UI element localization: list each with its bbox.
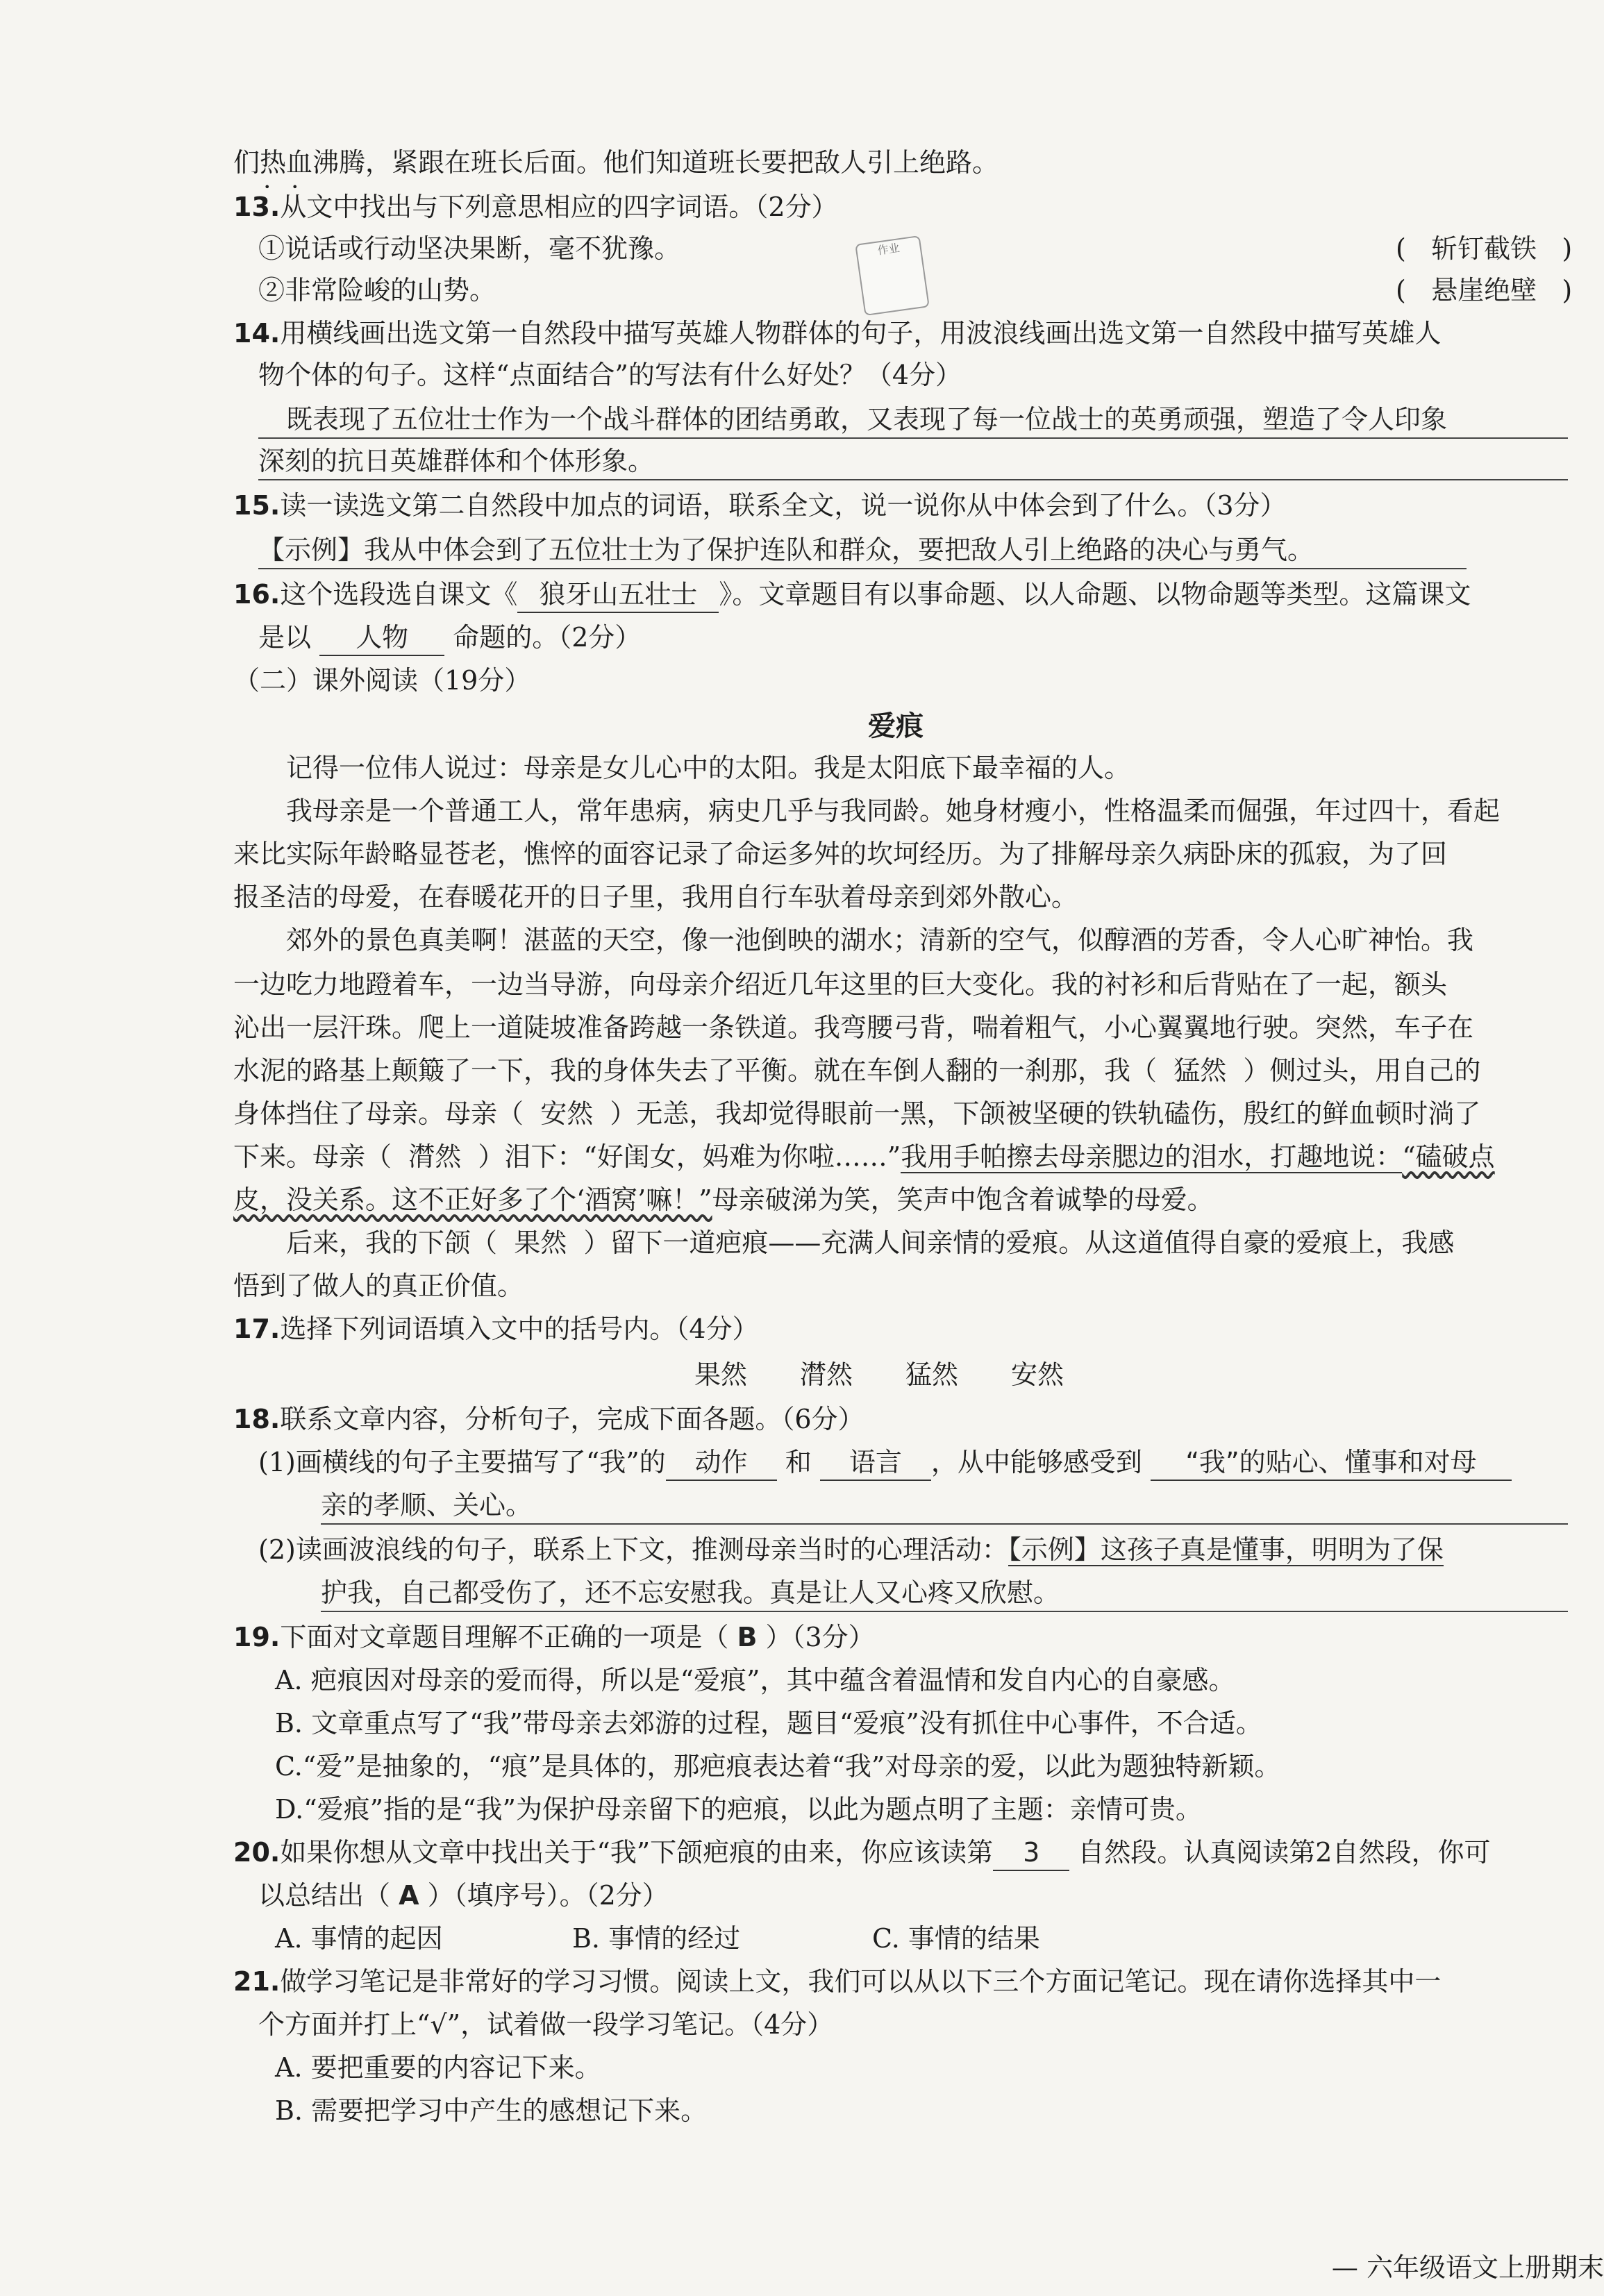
passage-line: 悟到了做人的真正价值。 (233, 1271, 524, 1301)
q20-option-c: C. 事情的结果 (872, 1923, 1040, 1954)
q19-option-c: C.“爱”是抽象的，“痕”是具体的，那疤痕表达着“我”对母亲的爱，以此为题独特新颖。 (275, 1751, 1281, 1782)
q18-sub-1: (1)画横线的句子主要描写了“我”的 动作 和 语言 ，从中能够感受到 “我”的贴心、懂事和对母 (258, 1443, 1512, 1482)
passage-paragraph-3: 郊外的景色真美啊！湛蓝的天空，像一池倒映的湖水；清新的空气，似醇酒的芳香，令人心旷神怡。我 (286, 925, 1474, 955)
emphasis-dots: • • (264, 181, 299, 194)
passage-continuation: 们热血沸腾，紧跟在班长后面。他们知道班长要把敌人引上绝路。 (233, 147, 999, 178)
answer-rule (258, 437, 1568, 439)
passage-line: 一边吃力地蹬着车，一边当导游，向母亲介绍近几年这里的巨大变化。我的衬衫和后背贴在了一起，额头 (233, 969, 1448, 1000)
answer-rule (258, 479, 1568, 480)
question-21: 21.做学习笔记是非常好的学习习惯。阅读上文，我们可以从以下三个方面记笔记。现在请你选择其中一 (233, 1966, 1442, 1997)
question-14-cont: 物个体的句子。这样“点面结合”的写法有什么好处？（4分） (258, 360, 962, 390)
passage-line: 身体挡住了母亲。母亲（ 安然 ）无恙，我却觉得眼前一黑，下颌被坚硬的铁轨磕伤，殷红的鲜血顿时淌了 (233, 1098, 1481, 1129)
q13-answer-2: ( 悬崖绝壁 ) (1396, 275, 1573, 305)
q20-option-b: B. 事情的经过 (572, 1923, 741, 1954)
question-18: 18.联系文章内容，分析句子，完成下面各题。（6分） (233, 1404, 864, 1434)
q20-option-a: A. 事情的起因 (275, 1923, 443, 1954)
question-13: 13.从文中找出与下列意思相应的四字词语。（2分） (233, 192, 838, 222)
question-16: 16.这个选段选自课文《 狼牙山五壮士 》。文章题目有以事命题、以人命题、以物命题等类型。这篇课文 (233, 575, 1471, 614)
question-15: 15.读一读选文第二自然段中加点的词语，联系全文，说一说你从中体会到了什么。（3分） (233, 490, 1287, 521)
q14-answer-line-2: 深刻的抗日英雄群体和个体形象。 (258, 446, 655, 476)
passage-line: 来比实际年龄略显苍老，憔悴的面容记录了命运多舛的坎坷经历。为了排解母亲久病卧床的孤寂，为了回 (233, 839, 1448, 869)
q13-answer-1: ( 斩钉截铁 ) (1396, 233, 1573, 264)
passage-line: 沁出一层汗珠。爬上一道陡坡准备跨越一条铁道。我弯腰弓背，喘着粗气，小心翼翼地行驶。突然，车子在 (233, 1012, 1474, 1043)
passage-paragraph-1: 记得一位伟人说过：母亲是女儿心中的太阳。我是太阳底下最幸福的人。 (286, 753, 1131, 783)
passage-line: 报圣洁的母爱，在春暖花开的日子里，我用自行车驮着母亲到郊外散心。 (233, 882, 1078, 912)
q21-option-a: A. 要把重要的内容记下来。 (275, 2052, 601, 2083)
question-20-cont: 以总结出（ A ）（填序号）。（2分） (258, 1880, 669, 1911)
q19-option-d: D.“爱痕”指的是“我”为保护母亲留下的疤痕，以此为题点明了主题：亲情可贵。 (275, 1794, 1202, 1825)
q18-sub-2: (2)读画波浪线的句子，联系上下文，推测母亲当时的心理活动：【示例】这孩子真是懂事，明明为了保 (258, 1534, 1444, 1565)
q18-sub-2-answer: 护我，自己都受伤了，还不忘安慰我。真是让人又心疼又欣慰。 (321, 1577, 1060, 1608)
page-footer: — 六年级语文上册期末 (1331, 2252, 1604, 2283)
answer-rule (258, 568, 1467, 569)
q14-answer-line-1: 既表现了五位壮士作为一个战斗群体的团结勇敢，又表现了每一位战士的英勇顽强，塑造了令人印象 (286, 404, 1448, 435)
question-17: 17.选择下列词语填入文中的括号内。（4分） (233, 1314, 759, 1344)
passage-line: 皮，没关系。这不正好多了个‘酒窝’嘛！”母亲破涕为笑，笑声中饱含着诚挚的母爱。 (233, 1184, 1214, 1215)
q13-item-2: ②非常险峻的山势。 (258, 275, 496, 305)
question-20: 20.如果你想从文章中找出关于“我”下颌疤痕的由来，你应该读第 3 自然段。认真阅读第2自然段，你可 (233, 1833, 1490, 1872)
question-21-cont: 个方面并打上“√”，试着做一段学习笔记。（4分） (258, 2009, 834, 2040)
passage-line: 下来。母亲（ 潸然 ）泪下：“好闺女，妈难为你啦……”我用手帕擦去母亲腮边的泪水，打趣地说：“磕破点 (233, 1141, 1495, 1172)
passage-paragraph-4: 后来，我的下颌（ 果然 ）留下一道疤痕——充满人间亲情的爱痕。从这道值得自豪的爱痕上，我感 (286, 1227, 1455, 1258)
q17-word-bank: 果然 潸然 猛然 安然 (694, 1359, 1064, 1390)
q21-option-b: B. 需要把学习中产生的感想记下来。 (275, 2095, 708, 2126)
q15-answer: 【示例】我从中体会到了五位壮士为了保护连队和群众，要把敌人引上绝路的决心与勇气。 (258, 535, 1314, 565)
question-14: 14.用横线画出选文第一自然段中描写英雄人物群体的句子，用波浪线画出选文第一自然段中描写英雄人 (233, 318, 1442, 349)
question-19: 19.下面对文章题目理解不正确的一项是（ B ）（3分） (233, 1622, 875, 1652)
q13-item-1: ①说话或行动坚决果断，毫不犹豫。 (258, 233, 681, 264)
q19-option-a: A. 疤痕因对母亲的爱而得，所以是“爱痕”，其中蕴含着温情和发自内心的自豪感。 (275, 1665, 1235, 1695)
passage-paragraph-2: 我母亲是一个普通工人，常年患病，病史几乎与我同龄。她身材瘦小，性格温柔而倔强，年过四十，看起 (286, 796, 1501, 826)
q19-option-b: B. 文章重点写了“我”带母亲去郊游的过程，题目“爱痕”没有抓住中心事件，不合适。 (275, 1708, 1262, 1738)
stamp-watermark: 作业 (855, 235, 930, 316)
question-16-cont: 是以 人物 命题的。（2分） (258, 618, 641, 657)
section-heading: （二）课外阅读（19分） (233, 665, 531, 696)
answer-rule (321, 1611, 1568, 1612)
answer-rule (321, 1523, 1568, 1525)
passage-title: 爱痕 (868, 710, 924, 742)
passage-line: 水泥的路基上颠簸了一下，我的身体失去了平衡。就在车倒人翻的一刹那，我（ 猛然 ）侧过头，用自己的 (233, 1055, 1481, 1086)
q18-sub-1-answer: 亲的孝顺、关心。 (321, 1490, 533, 1520)
